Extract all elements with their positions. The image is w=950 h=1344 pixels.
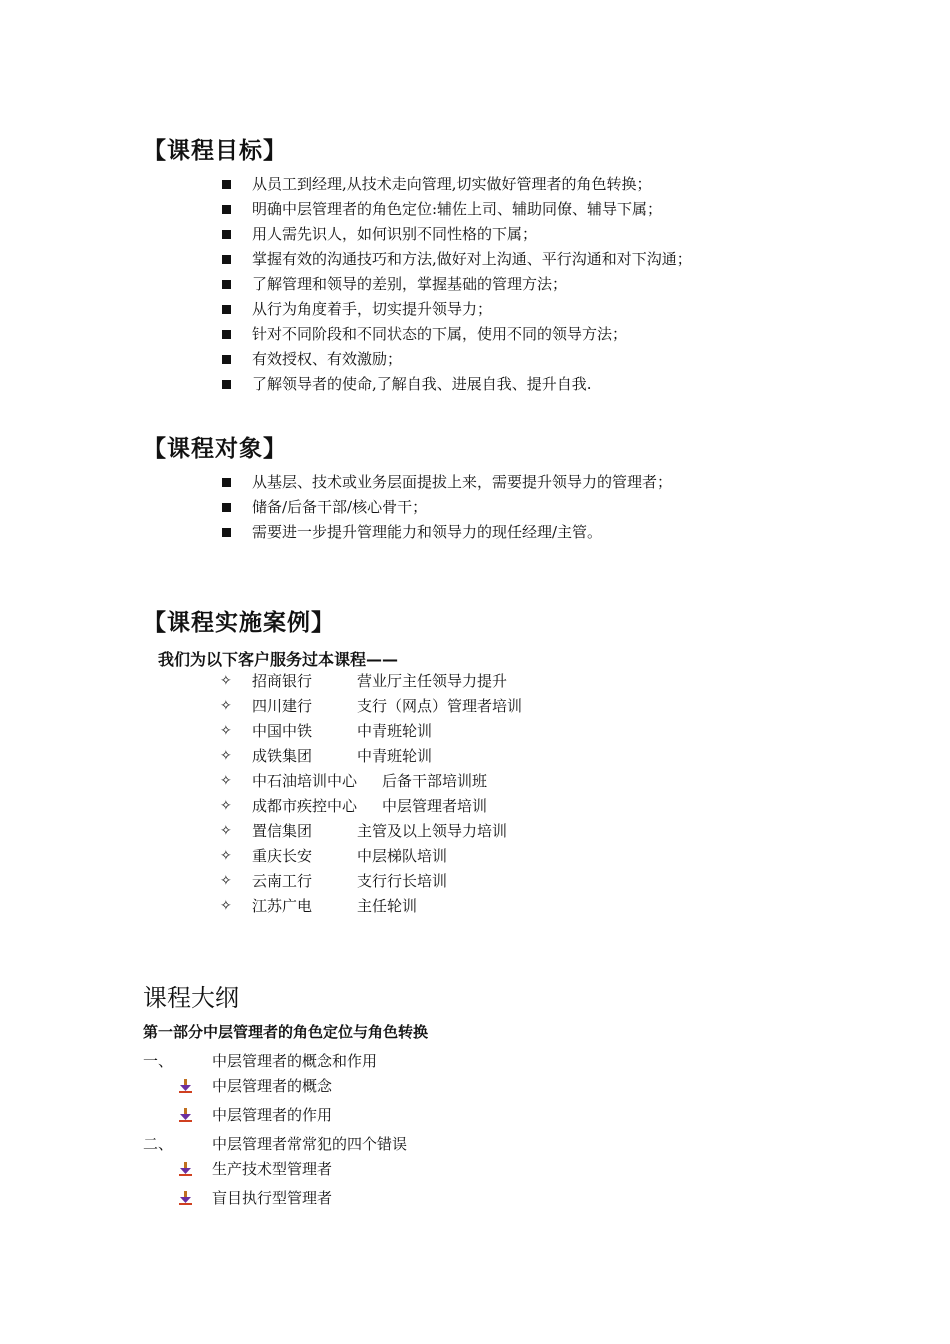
diamond-bullet-icon: ✧	[220, 723, 232, 739]
section-title: 中层管理者的概念和作用	[212, 1052, 378, 1070]
section-number: 二、	[143, 1135, 174, 1153]
diamond-bullet-icon: ✧	[220, 823, 232, 839]
list-item: 中层管理者的概念	[178, 1075, 332, 1096]
audience-list	[220, 470, 672, 545]
list-item: 了解领导者的使命,了解自我、进展自我、提升自我.	[220, 372, 692, 397]
outline-title: 课程大纲	[143, 984, 239, 1012]
list-item: 生产技术型管理者	[178, 1158, 332, 1179]
list-item: 针对不同阶段和不同状态的下属，使用不同的领导方法；	[220, 322, 692, 347]
list-item: ✧ 成都市疾控中心 中层管理者培训	[220, 794, 522, 819]
list-item: 从员工到经理,从技术走向管理,切实做好管理者的角色转换；	[220, 172, 692, 197]
down-arrow-bullet-icon	[178, 1161, 212, 1177]
list-item: 掌握有效的沟通技巧和方法,做好对上沟通、平行沟通和对下沟通；	[220, 247, 692, 272]
down-arrow-bullet-icon	[178, 1078, 212, 1094]
list-item: 中层管理者的作用	[178, 1104, 332, 1125]
diamond-bullet-icon: ✧	[220, 698, 232, 714]
square-bullet-icon	[222, 478, 231, 487]
list-item: ✧ 江苏广电 主任轮训	[220, 894, 522, 919]
list-item: ✧ 云南工行 支行行长培训	[220, 869, 522, 894]
cases-list	[220, 669, 522, 919]
diamond-bullet-icon: ✧	[220, 898, 232, 914]
square-bullet-icon	[222, 305, 231, 314]
list-item: ✧ 成铁集团 中青班轮训	[220, 744, 522, 769]
section-number: 一、	[143, 1052, 174, 1070]
square-bullet-icon	[222, 380, 231, 389]
list-item: 了解管理和领导的差别，掌握基础的管理方法；	[220, 272, 692, 297]
outline-section	[143, 1050, 377, 1071]
list-item: ✧ 中国中铁 中青班轮训	[220, 719, 522, 744]
square-bullet-icon	[222, 503, 231, 512]
list-item: ✧ 重庆长安 中层梯队培训	[220, 844, 522, 869]
list-item: ✧ 四川建行 支行（网点）管理者培训	[220, 694, 522, 719]
square-bullet-icon	[222, 180, 231, 189]
list-item: 有效授权、有效激励；	[220, 347, 692, 372]
cases-intro: 我们为以下客户服务过本课程——	[158, 650, 399, 669]
square-bullet-icon	[222, 230, 231, 239]
list-item: 储备/后备干部/核心骨干；	[220, 495, 672, 520]
diamond-bullet-icon: ✧	[220, 673, 232, 689]
square-bullet-icon	[222, 330, 231, 339]
square-bullet-icon	[222, 255, 231, 264]
square-bullet-icon	[222, 280, 231, 289]
square-bullet-icon	[222, 355, 231, 364]
list-item: 从行为角度着手，切实提升领导力；	[220, 297, 692, 322]
list-item: 明确中层管理者的角色定位:辅佐上司、辅助同僚、辅导下属；	[220, 197, 692, 222]
diamond-bullet-icon: ✧	[220, 798, 232, 814]
goals-list	[220, 172, 692, 397]
list-item: 盲目执行型管理者	[178, 1187, 332, 1208]
square-bullet-icon	[222, 205, 231, 214]
section-title: 中层管理者常常犯的四个错误	[212, 1135, 408, 1153]
cases-heading: 【课程实施案例】	[143, 610, 335, 636]
diamond-bullet-icon: ✧	[220, 773, 232, 789]
list-item: ✧ 招商银行 营业厅主任领导力提升	[220, 669, 522, 694]
diamond-bullet-icon: ✧	[220, 848, 232, 864]
list-item: 用人需先识人，如何识别不同性格的下属；	[220, 222, 692, 247]
square-bullet-icon	[222, 528, 231, 537]
diamond-bullet-icon: ✧	[220, 873, 232, 889]
part-title: 第一部分中层管理者的角色定位与角色转换	[143, 1023, 429, 1041]
list-item: ✧ 中石油培训中心 后备干部培训班	[220, 769, 522, 794]
down-arrow-bullet-icon	[178, 1190, 212, 1206]
list-item: 从基层、技术或业务层面提拔上来，需要提升领导力的管理者；	[220, 470, 672, 495]
outline-section	[143, 1133, 407, 1154]
list-item: 需要进一步提升管理能力和领导力的现任经理/主管。	[220, 520, 672, 545]
list-item: ✧ 置信集团 主管及以上领导力培训	[220, 819, 522, 844]
diamond-bullet-icon: ✧	[220, 748, 232, 764]
goals-heading: 【课程目标】	[143, 138, 287, 164]
audience-heading: 【课程对象】	[143, 436, 287, 462]
down-arrow-bullet-icon	[178, 1107, 212, 1123]
